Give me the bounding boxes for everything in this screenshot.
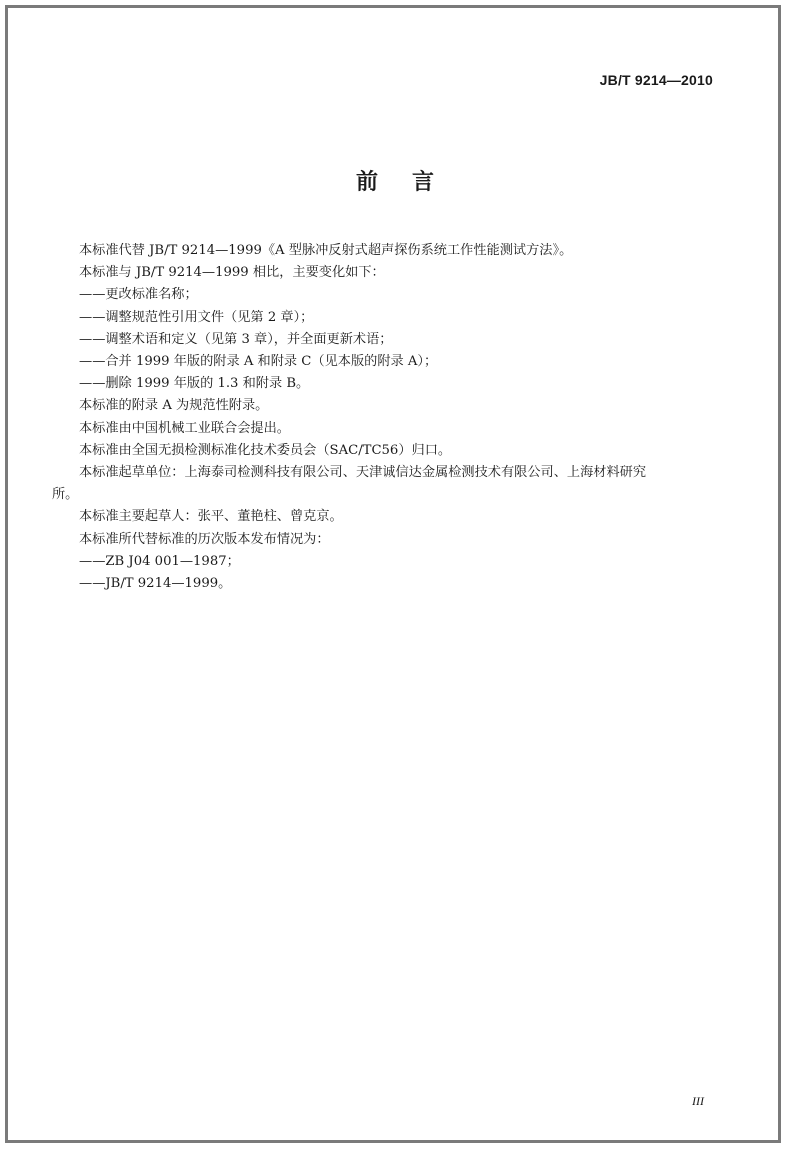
list-item: ——ZB J04 001—1987；: [79, 553, 240, 569]
title-char-1: 前: [355, 170, 378, 195]
page-number: III: [692, 1094, 704, 1108]
list-item: ——合并 1999 年版的附录 A 和附录 C（见本版的附录 A）；: [79, 354, 438, 370]
paragraph: 本标准由全国无损检测标准化技术委员会（SAC/TC56）归口。: [79, 442, 452, 458]
paragraph: 本标准由中国机械工业联合会提出。: [79, 420, 290, 436]
paragraph: 本标准所代替标准的历次版本发布情况为：: [79, 531, 330, 547]
paragraph: 本标准与 JB/T 9214—1999 相比，主要变化如下：: [79, 265, 385, 281]
paragraph: 本标准的附录 A 为规范性附录。: [79, 398, 269, 414]
list-item: ——更改标准名称；: [79, 287, 198, 303]
paragraph: 本标准代替 JB/T 9214—1999《A 型脉冲反射式超声探伤系统工作性能测试方法》。: [79, 243, 573, 258]
list-item: ——调整术语和定义（见第 3 章），并全面更新术语；: [79, 331, 393, 347]
list-item: ——删除 1999 年版的 1.3 和附录 B。: [79, 376, 310, 392]
foreword-body: [52, 240, 720, 595]
paragraph: 本标准起草单位：上海泰司检测科技有限公司、天津诚信达金属检测技术有限公司、上海材料研究: [79, 465, 647, 481]
paragraph-continuation: 所。: [52, 487, 79, 503]
standard-code: JB/T 9214—2010: [599, 72, 713, 88]
page-title: [0, 165, 790, 196]
list-item: ——调整规范性引用文件（见第 2 章）；: [79, 309, 314, 325]
list-item: ——JB/T 9214—1999。: [79, 576, 232, 592]
paragraph: 本标准主要起草人：张平、董艳柱、曾克京。: [79, 509, 343, 525]
title-char-2: 言: [412, 170, 435, 195]
